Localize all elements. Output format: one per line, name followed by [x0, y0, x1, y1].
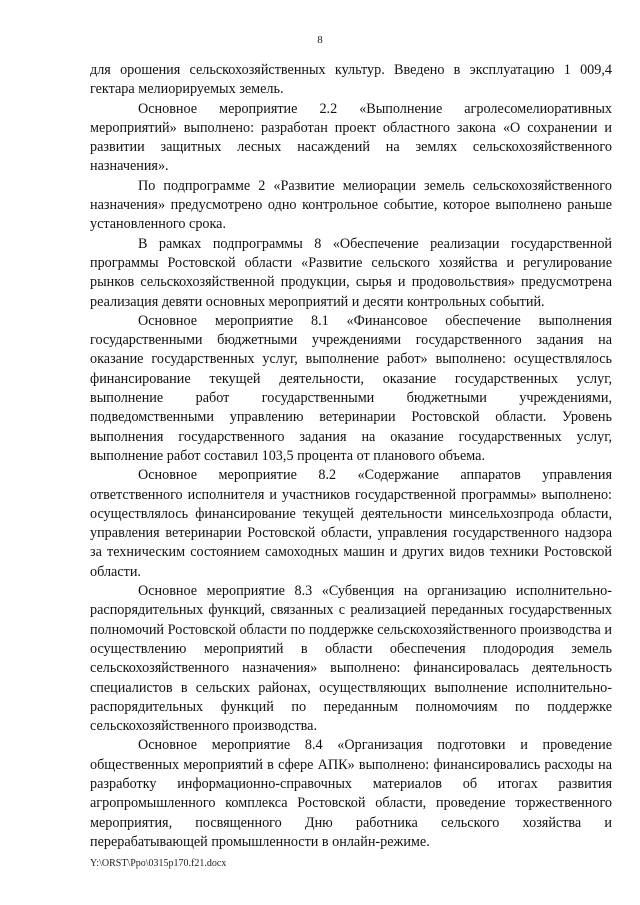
paragraph-irrigation-continuation: для орошения сельскохозяйственных культур. Введено в эксплуатацию 1 009,4 гектара мелиорируемых земель. — [90, 62, 612, 98]
paragraph-measure-8-2: Основное мероприятие 8.2 «Содержание аппаратов управления ответственного исполнителя и участников государственной программы» выполнено: осуществлялось финансирование текущей деятельности минсельхозпрода области, управления ветеринарии Ростовской области, управления государственного надзора за техническим состоянием самоходных машин и других видов техники Ростовской области. — [90, 467, 612, 580]
footer-file-path: Y:\ORST\Ppo\0315p170.f21.docx — [90, 858, 227, 869]
page-number: 8 — [317, 34, 323, 46]
paragraph-subprogram-8: В рамках подпрограммы 8 «Обеспечение реализации государственной программы Ростовской области «Развитие сельского хозяйства и регулирование рынков сельскохозяйственной продукции, сырья и продовольствия» предусмотрена реализация девяти основных мероприятий и десяти контрольных событий. — [90, 235, 612, 310]
body-text — [90, 61, 612, 852]
paragraph-measure-8-4: Основное мероприятие 8.4 «Организация подготовки и проведение общественных мероприятий в сфере АПК» выполнено: финансировались расходы на разработку информационно-справочных материалов об итогах развития агропромышленного комплекса Ростовской области, проведение торжественного мероприятия, посвященного Дню работника сельского хозяйства и перерабатывающей промышленности в онлайн-режиме. — [90, 737, 612, 850]
paragraph-measure-8-3: Основное мероприятие 8.3 «Субвенция на организацию исполнительно-распорядительных функций, связанных с реализацией переданных государственных полномочий Ростовской области по поддержке сельскохозяйственного производства и осуществлению мероприятий в области обеспечения плодородия земель сельскохозяйственного назначения» выполнено: финансировалась деятельность специалистов в сельских районах, осуществляющих выполнение исполнительно-распорядительных функций по переданным полномочиям по поддержке сельскохозяйственного производства. — [90, 583, 612, 735]
paragraph-measure-8-1: Основное мероприятие 8.1 «Финансовое обеспечение выполнения государственными бюджетными учреждениями государственного задания на оказание государственных услуг, выполнение работ» выполнено: осуществлялось финансирование текущей деятельности, оказание государственных услуг, выполнение работ государственными бюджетными учреждениями, подведомственными управлению ветеринарии Ростовской области. Уровень выполнения государственного задания на оказание государственных услуг, выполнение работ составил 103,5 процента от планового объема. — [90, 312, 612, 464]
paragraph-measure-2-2: Основное мероприятие 2.2 «Выполнение агролесомелиоративных мероприятий» выполнено: разработан проект областного закона «О сохранении и развитии защитных лесных насаждений на землях сельскохозяйственного назначения». — [90, 100, 612, 175]
paragraph-subprogram-2: По подпрограмме 2 «Развитие мелиорации земель сельскохозяйственного назначения» предусмотрено одно контрольное событие, которое выполнено раньше установленного срока. — [90, 177, 612, 233]
